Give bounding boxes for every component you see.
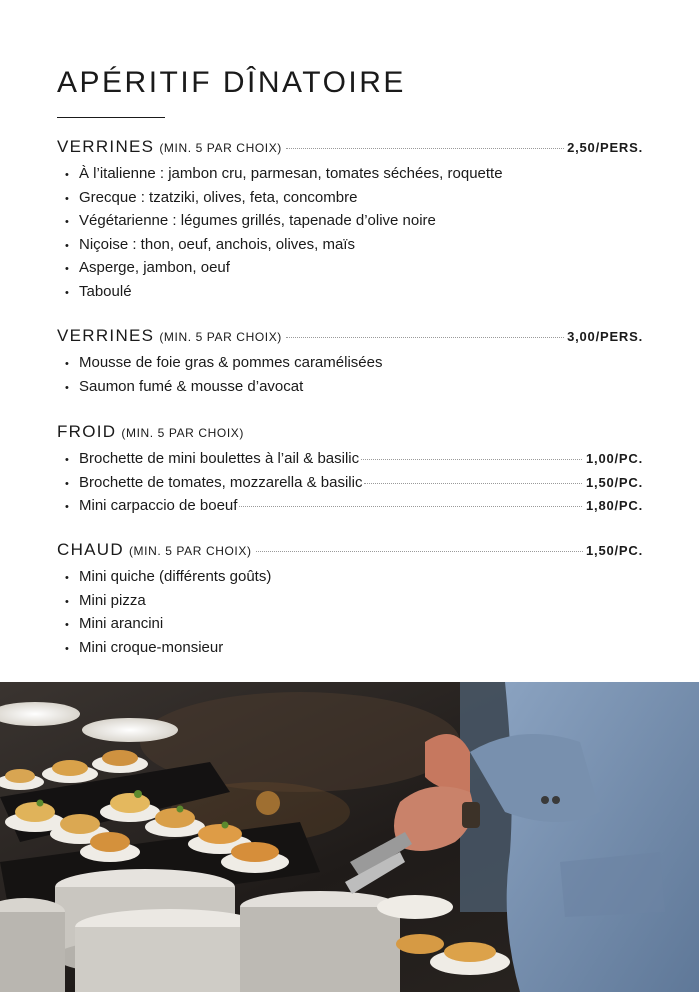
list-item bbox=[57, 450, 643, 474]
item-list bbox=[57, 568, 643, 662]
bullet-icon: • bbox=[65, 619, 69, 631]
item-label: Mini arancini bbox=[79, 615, 164, 632]
bullet-icon: • bbox=[65, 381, 69, 394]
item-label: Grecque : tzatziki, olives, feta, concombre bbox=[79, 188, 358, 206]
list-item bbox=[57, 592, 643, 616]
item-label: Mousse de foie gras & pommes caramélisées bbox=[79, 354, 383, 371]
dotted-leader bbox=[364, 483, 582, 484]
bullet-icon: • bbox=[65, 477, 69, 490]
section-price: 2,50/PERS. bbox=[567, 140, 643, 155]
section-name: VERRINES bbox=[57, 137, 155, 156]
dotted-leader bbox=[239, 506, 582, 507]
section-name: VERRINES bbox=[57, 326, 155, 345]
dotted-leader bbox=[286, 337, 564, 338]
bullet-icon: • bbox=[65, 263, 69, 275]
section-price: 1,50/PC. bbox=[586, 543, 643, 558]
item-price: 1,00/PC. bbox=[586, 451, 643, 466]
item-label: Brochette de mini boulettes à l’ail & basilic bbox=[79, 450, 360, 467]
item-list bbox=[57, 165, 643, 306]
bullet-icon: • bbox=[65, 358, 69, 370]
dotted-leader bbox=[286, 148, 564, 149]
item-label: Mini carpaccio de boeuf bbox=[79, 497, 238, 514]
item-label: Niçoise : thon, oeuf, anchois, olives, maïs bbox=[79, 235, 355, 253]
section-chaud bbox=[57, 540, 643, 662]
list-item bbox=[57, 236, 643, 260]
item-label: Mini croque-monsieur bbox=[79, 638, 224, 656]
bullet-icon: • bbox=[65, 192, 69, 205]
section-name: CHAUD bbox=[57, 540, 124, 559]
dotted-leader bbox=[256, 551, 583, 552]
list-item bbox=[57, 568, 643, 592]
buffet-photo bbox=[0, 682, 699, 992]
bullet-icon: • bbox=[65, 239, 69, 252]
bullet-icon: • bbox=[65, 454, 69, 466]
item-label: Végétarienne : légumes grillés, tapenade d’olive noire bbox=[79, 212, 436, 229]
bullet-icon: • bbox=[65, 286, 69, 299]
list-item bbox=[57, 189, 643, 213]
item-list bbox=[57, 354, 643, 401]
buffet-photo-illustration bbox=[0, 682, 699, 992]
section-name: FROID bbox=[57, 422, 117, 441]
bullet-icon: • bbox=[65, 642, 69, 655]
page-title: APÉRITIF DÎNATOIRE bbox=[57, 66, 406, 99]
item-label: Mini quiche (différents goûts) bbox=[79, 568, 272, 585]
item-list bbox=[57, 450, 643, 521]
list-item bbox=[57, 497, 643, 521]
jacket-shape bbox=[505, 682, 699, 992]
item-price: 1,50/PC. bbox=[586, 474, 643, 490]
section-header bbox=[57, 326, 643, 348]
bullet-icon: • bbox=[65, 216, 69, 228]
section-note: (MIN. 5 PAR CHOIX) bbox=[159, 330, 282, 344]
list-item bbox=[57, 474, 643, 498]
item-label: Taboulé bbox=[79, 282, 132, 300]
list-item bbox=[57, 212, 643, 236]
item-price: 1,80/PC. bbox=[586, 498, 643, 513]
item-label: À l’italienne : jambon cru, parmesan, tomates séchées, roquette bbox=[79, 165, 503, 182]
section-note: (MIN. 5 PAR CHOIX) bbox=[121, 426, 244, 440]
section-verrines-1 bbox=[57, 137, 643, 306]
section-price: 3,00/PERS. bbox=[567, 329, 643, 344]
item-label: Asperge, jambon, oeuf bbox=[79, 259, 230, 276]
item-label: Saumon fumé & mousse d’avocat bbox=[79, 377, 304, 395]
bullet-icon: • bbox=[65, 572, 69, 584]
bullet-icon: • bbox=[65, 501, 69, 513]
title-underline bbox=[57, 117, 165, 118]
list-item bbox=[57, 615, 643, 639]
section-header bbox=[57, 137, 643, 159]
section-note: (MIN. 5 PAR CHOIX) bbox=[159, 141, 282, 155]
list-item bbox=[57, 283, 643, 307]
section-froid bbox=[57, 422, 643, 521]
list-item bbox=[57, 354, 643, 378]
section-header bbox=[57, 422, 643, 444]
section-note: (MIN. 5 PAR CHOIX) bbox=[128, 544, 252, 558]
bullet-icon: • bbox=[65, 595, 69, 608]
item-label: Mini pizza bbox=[79, 591, 146, 609]
list-item bbox=[57, 259, 643, 283]
item-label: Brochette de tomates, mozzarella & basilic bbox=[79, 473, 363, 491]
dotted-leader bbox=[361, 459, 582, 460]
list-item bbox=[57, 165, 643, 189]
section-header bbox=[57, 540, 643, 562]
bullet-icon: • bbox=[65, 169, 69, 181]
list-item bbox=[57, 639, 643, 663]
list-item bbox=[57, 378, 643, 402]
section-verrines-2 bbox=[57, 326, 643, 401]
